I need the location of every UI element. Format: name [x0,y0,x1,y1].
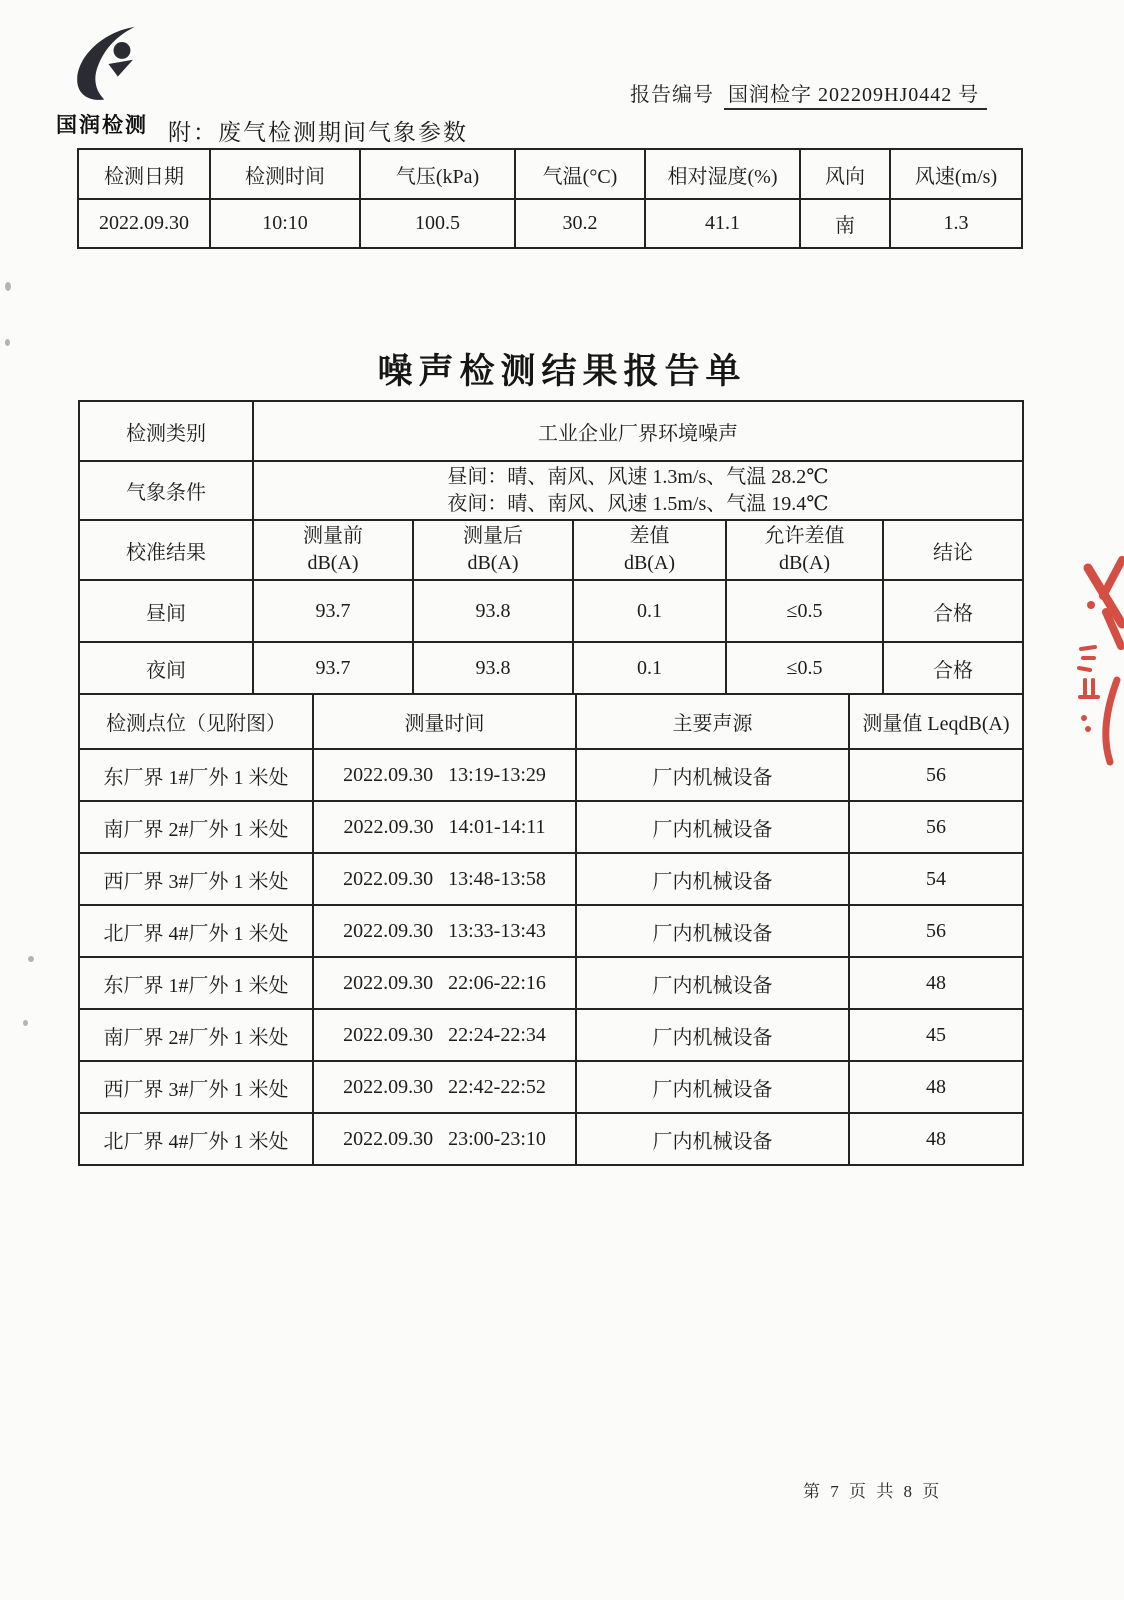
header-line: 允许差值 [764,525,845,547]
weather-wind-dir-cell: 南 [800,199,890,248]
company-logo [56,26,186,139]
point-row [79,1061,1023,1113]
weather-time-cell: 10:10 [210,199,360,248]
point-row [79,801,1023,853]
calibration-header-row [79,520,1023,580]
report-number-line [630,78,987,107]
scan-artifact [23,1020,28,1026]
weather-condition-value-cell [253,461,1023,520]
header-line: 测量前 [303,525,363,547]
result-cell: 合格 [883,642,1023,694]
point-value-cell: 48 [849,1113,1023,1165]
period-cell: 夜间 [79,642,253,694]
points-col-header: 测量时间 [313,694,576,749]
weather-col-header: 检测日期 [78,149,210,199]
period-cell: 昼间 [79,580,253,642]
point-row [79,957,1023,1009]
point-source-cell: 厂内机械设备 [576,957,849,1009]
calibration-col-header [726,520,883,580]
point-source-cell: 厂内机械设备 [576,905,849,957]
point-location-cell: 东厂界 1#厂外 1 米处 [79,749,313,801]
point-location-cell: 西厂界 3#厂外 1 米处 [79,1061,313,1113]
red-stamp-fragment-icon [1072,552,1124,767]
point-source-cell: 厂内机械设备 [576,801,849,853]
point-value-cell: 54 [849,853,1023,905]
weather-condition-row [79,461,1023,520]
diff-cell: 0.1 [573,642,726,694]
scan-artifact [28,956,34,962]
page-number: 第 7 页 共 8 页 [803,1482,943,1501]
point-source-cell: 厂内机械设备 [576,853,849,905]
point-time-cell: 2022.09.30 23:00-23:10 [313,1113,576,1165]
header-line: dB(A) [307,552,359,574]
point-value-cell: 48 [849,1061,1023,1113]
conclusion-header-cell: 结论 [883,520,1023,580]
point-source-cell: 厂内机械设备 [576,1009,849,1061]
weather-col-header: 风向 [800,149,890,199]
header-line: dB(A) [778,552,831,574]
weather-col-header: 风速(m/s) [890,149,1022,199]
report-title: 噪声检测结果报告单 [377,352,747,391]
scan-artifact [5,282,11,291]
points-col-header: 测量值 LeqdB(A) [849,694,1023,749]
calibration-col-header [253,520,413,580]
points-header-row [79,694,1023,749]
before-cell: 93.7 [253,580,413,642]
report-number-label: 报告编号 [630,84,714,106]
category-label-cell: 检测类别 [79,401,253,461]
weather-temp-cell: 30.2 [515,199,645,248]
weather-data-row [78,199,1022,248]
attachment-title: 附：废气检测期间气象参数 [168,120,468,145]
weather-col-header: 气压(kPa) [360,149,515,199]
weather-table [77,148,1023,249]
header-line: 测量后 [463,525,523,547]
weather-wind-speed-cell: 1.3 [890,199,1022,248]
noise-category-table [78,400,1024,521]
after-cell: 93.8 [413,642,573,694]
weather-night-line: 夜间：晴、南风、风速 1.5m/s、气温 19.4℃ [447,492,829,515]
point-row [79,749,1023,801]
calibration-night-row [79,642,1023,694]
before-cell: 93.7 [253,642,413,694]
allowed-diff-cell: ≤0.5 [726,580,883,642]
calibration-day-row [79,580,1023,642]
scan-artifact [5,339,10,346]
point-location-cell: 西厂界 3#厂外 1 米处 [79,853,313,905]
noise-table-section [78,400,1022,1166]
diff-cell: 0.1 [573,580,726,642]
weather-col-header: 气温(°C) [515,149,645,199]
point-time-cell: 2022.09.30 22:42-22:52 [313,1061,576,1113]
point-source-cell: 厂内机械设备 [576,1113,849,1165]
point-value-cell: 56 [849,801,1023,853]
weather-header-row [78,149,1022,199]
category-row [79,401,1023,461]
point-row [79,1113,1023,1165]
category-value-cell: 工业企业厂界环境噪声 [253,401,1023,461]
weather-table-section [77,148,1021,249]
point-value-cell: 56 [849,905,1023,957]
point-row [79,853,1023,905]
weather-col-header: 相对湿度(%) [645,149,800,199]
point-time-cell: 2022.09.30 13:19-13:29 [313,749,576,801]
point-row [79,1009,1023,1061]
point-location-cell: 北厂界 4#厂外 1 米处 [79,1113,313,1165]
result-cell: 合格 [883,580,1023,642]
point-time-cell: 2022.09.30 14:01-14:11 [313,801,576,853]
point-time-cell: 2022.09.30 13:48-13:58 [313,853,576,905]
header-line: dB(A) [467,552,519,574]
point-location-cell: 北厂界 4#厂外 1 米处 [79,905,313,957]
weather-pressure-cell: 100.5 [360,199,515,248]
point-time-cell: 2022.09.30 22:24-22:34 [313,1009,576,1061]
allowed-diff-cell: ≤0.5 [726,642,883,694]
point-location-cell: 南厂界 2#厂外 1 米处 [79,1009,313,1061]
calibration-table [78,519,1024,695]
points-col-header: 检测点位（见附图） [79,694,313,749]
weather-condition-label-cell: 气象条件 [79,461,253,520]
weather-col-header: 检测时间 [210,149,360,199]
logo-text: 国润检测 [56,114,148,137]
measurement-points-table [78,693,1024,1166]
header-line: dB(A) [623,552,676,574]
point-source-cell: 厂内机械设备 [576,1061,849,1113]
point-time-cell: 2022.09.30 22:06-22:16 [313,957,576,1009]
point-value-cell: 45 [849,1009,1023,1061]
point-row [79,905,1023,957]
weather-humidity-cell: 41.1 [645,199,800,248]
calibration-col-header [573,520,726,580]
weather-date-cell: 2022.09.30 [78,199,210,248]
weather-day-line: 昼间：晴、南风、风速 1.3m/s、气温 28.2℃ [447,465,829,488]
point-value-cell: 56 [849,749,1023,801]
header-line: 差值 [629,525,670,547]
point-source-cell: 厂内机械设备 [576,749,849,801]
point-time-cell: 2022.09.30 13:33-13:43 [313,905,576,957]
logo-swoosh-icon [68,26,154,102]
calibration-col-header [413,520,573,580]
report-number-value: 国润检字 202209HJ0442 号 [724,84,987,110]
point-location-cell: 南厂界 2#厂外 1 米处 [79,801,313,853]
points-col-header: 主要声源 [576,694,849,749]
calibration-label-cell: 校准结果 [79,520,253,580]
point-value-cell: 48 [849,957,1023,1009]
after-cell: 93.8 [413,580,573,642]
point-location-cell: 东厂界 1#厂外 1 米处 [79,957,313,1009]
